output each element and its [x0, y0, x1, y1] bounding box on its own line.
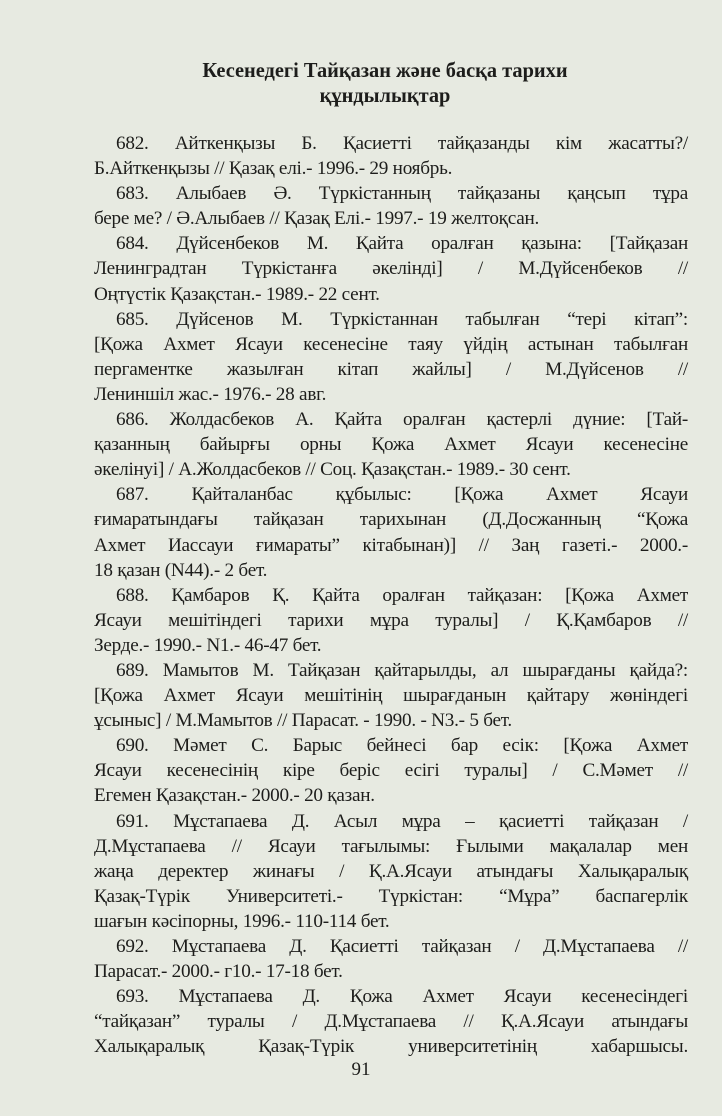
bibliography-entry [94, 231, 688, 306]
entry-line: Лениншіл жас.- 1976.- 28 авг. [94, 383, 327, 405]
entry-line: қазанның байырғы орны Қожа Ахмет Ясауи кесенесіне [94, 434, 688, 456]
section-title [90, 58, 680, 108]
entry-line: Ясауи мешітіндегі тарихи мұра туралы] / Қ.Қамбаров // [94, 609, 688, 631]
bibliography-list [94, 131, 688, 1059]
entry-line: Зерде.- 1990.- N1.- 46-47 бет. [94, 634, 322, 656]
entry-line: 692. Мұстапаева Д. Қасиетті тайқазан / Д.Мұстапаева // [116, 936, 688, 957]
entry-line: Ахмет Иассауи ғимараты” кітабынан)] // Заң газеті.- 2000.- [94, 534, 688, 556]
entry-line: Б.Айткенқызы // Қазақ елі.- 1996.- 29 ноябрь. [94, 158, 453, 180]
entry-line: пергаментке жазылған кітап жайлы] / М.Дүйсенов // [94, 358, 688, 380]
entry-line: Қазақ-Түрік Университеті.- Түркістан: “Мұра” баспагерлік [94, 885, 688, 907]
section-title-line: Кесенедегі Тайқазан және басқа тарихи [202, 58, 568, 82]
bibliography-entry [94, 482, 688, 582]
entry-line: ғимаратындағы тайқазан тарихынан (Д.Досжанның “Қожа [94, 509, 688, 531]
entry-line: 682. Айткенқызы Б. Қасиетті тайқазанды кім жасатты?/ [116, 133, 688, 154]
bibliography-entry [94, 181, 688, 231]
entry-line: Ясауи кесенесінің кіре беріс есігі туралы] / С.Мәмет // [94, 760, 688, 782]
entry-line: 691. Мұстапаева Д. Асыл мұра – қасиетті тайқазан / [116, 810, 688, 832]
entry-line: 689. Мамытов М. Тайқазан қайтарылды, ал шырағданы қайда?: [116, 659, 688, 681]
entry-line: 687. Қайталанбас құбылыс: [Қожа Ахмет Ясауи [116, 484, 688, 506]
entry-line: [Қожа Ахмет Ясауи кесенесіне таяу үйдің астынан табылған [94, 333, 688, 355]
entry-line: Егемен Қазақстан.- 2000.- 20 қазан. [94, 785, 375, 807]
bibliography-entry [94, 131, 688, 181]
entry-line: Халықаралық Қазақ-Түрік университетінің хабаршысы. [94, 1036, 688, 1058]
entry-line: Ленинградтан Түркістанға әкелінді] / М.Дүйсенбеков // [94, 258, 688, 280]
entry-line: [Қожа Ахмет Ясауи мешітінің шырағданын қайтару жөніндегі [94, 685, 688, 707]
bibliography-entry [94, 658, 688, 733]
bibliography-entry [94, 583, 688, 658]
entry-line: жаңа деректер жинағы / Қ.А.Ясауи атындағы Халықаралық [94, 860, 688, 882]
page-number: 91 [351, 1059, 371, 1080]
bibliography-entry [94, 934, 688, 984]
bibliography-entry [94, 733, 688, 808]
entry-line: 684. Дүйсенбеков М. Қайта оралған қазына: [Тайқазан [116, 233, 688, 255]
entry-line: 693. Мұстапаева Д. Қожа Ахмет Ясауи кесенесіндегі [116, 986, 688, 1008]
bibliography-entry [94, 984, 688, 1059]
entry-line: 685. Дүйсенов М. Түркістаннан табылған “тері кітап”: [116, 308, 688, 330]
bibliography-entry [94, 307, 688, 407]
entry-line: шағын кәсіпорны, 1996.- 110-114 бет. [94, 910, 390, 932]
entry-line: 690. Мәмет С. Барыс бейнесі бар есік: [Қожа Ахмет [116, 735, 688, 757]
entry-line: әкелінуі] / А.Жолдасбеков // Соц. Қазақстан.- 1989.- 30 сент. [94, 459, 571, 481]
entry-line: 686. Жолдасбеков А. Қайта оралған қастерлі дүние: [Тай- [116, 409, 688, 431]
entry-line: Д.Мұстапаева // Ясауи тағылымы: Ғылыми мақалалар мен [94, 835, 688, 857]
entry-line: 688. Қамбаров Қ. Қайта оралған тайқазан: [Қожа Ахмет [116, 584, 688, 606]
entry-line: ұсыныс] / М.Мамытов // Парасат. - 1990. - N3.- 5 бет. [94, 710, 512, 732]
entry-line: Оңтүстік Қазақстан.- 1989.- 22 сент. [94, 283, 380, 305]
bibliography-entry [94, 407, 688, 482]
entry-line: “тайқазан” туралы / Д.Мұстапаева // Қ.А.Ясауи атындағы [94, 1011, 688, 1033]
entry-line: 18 қазан (N44).- 2 бет. [94, 559, 268, 581]
entry-line: бере ме? / Ә.Алыбаев // Қазақ Елі.- 1997.- 19 желтоқсан. [94, 208, 540, 230]
section-title-line: құндылықтар [319, 83, 451, 107]
entry-line: Парасат.- 2000.- г10.- 17-18 бет. [94, 961, 343, 983]
bibliography-entry [94, 809, 688, 934]
entry-line: 683. Алыбаев Ә. Түркістанның тайқазаны қаңсып тұра [116, 183, 688, 205]
